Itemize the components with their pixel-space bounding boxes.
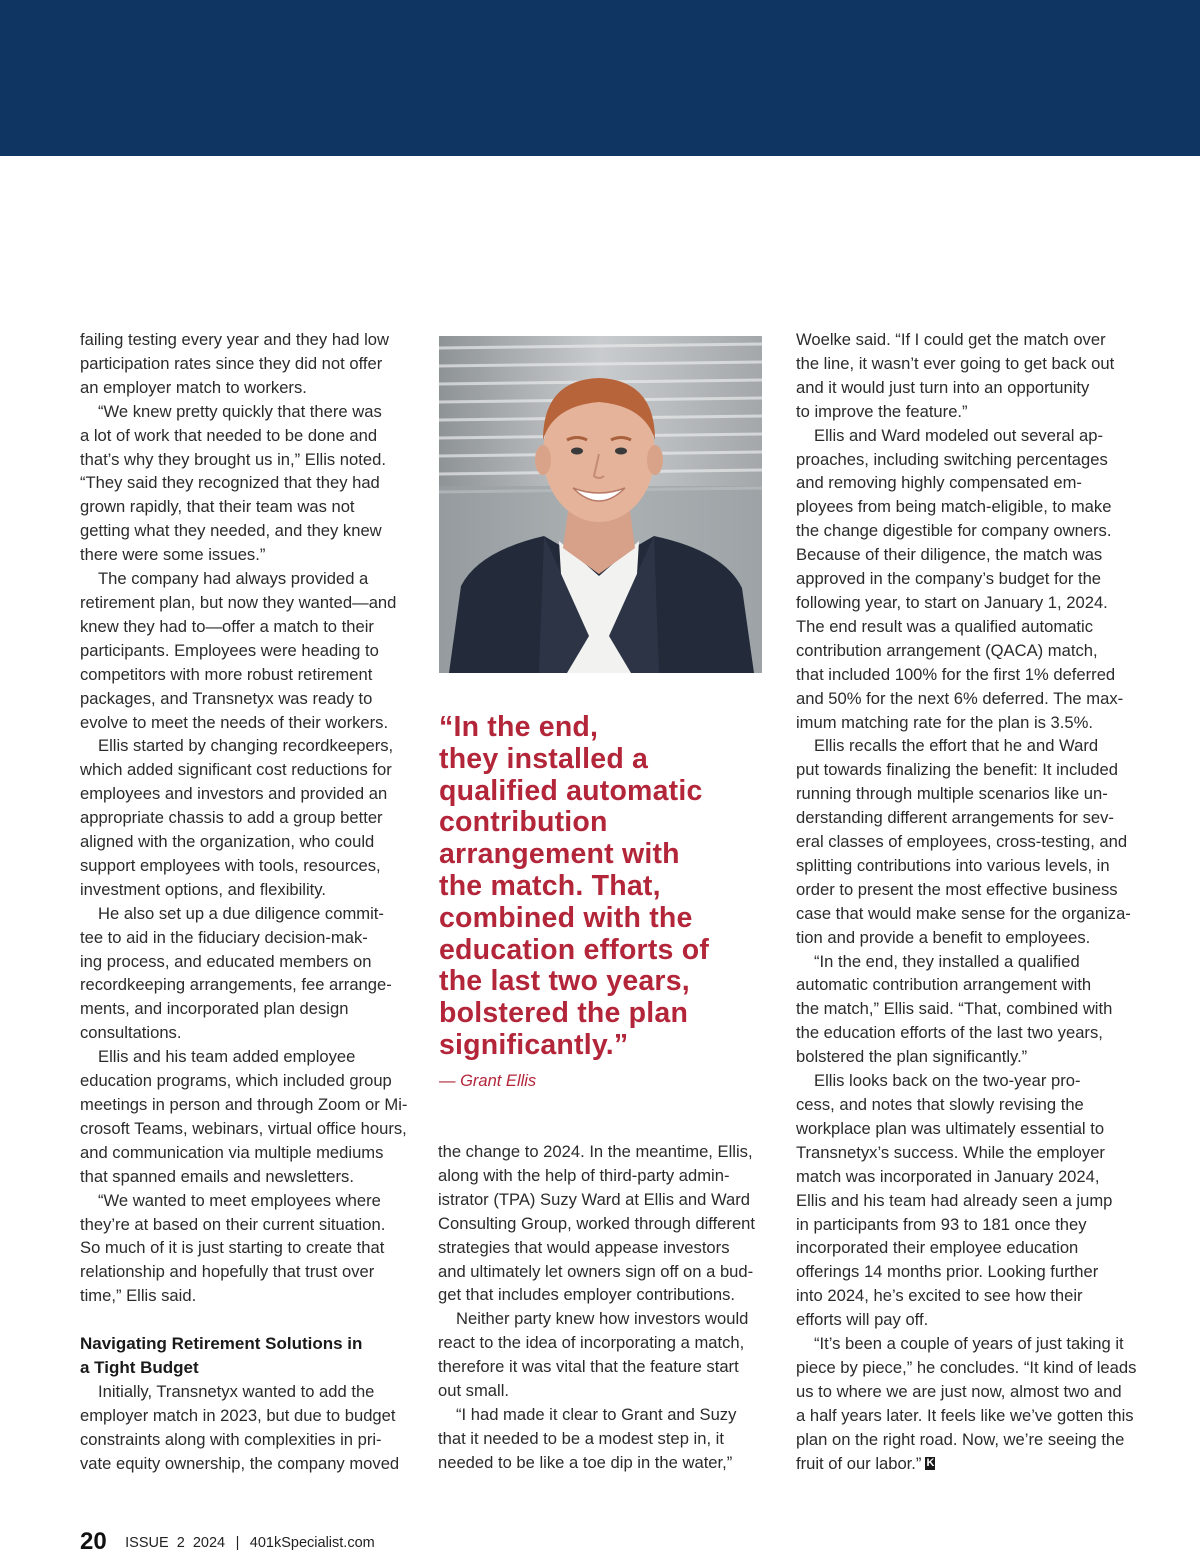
page-footer: [80, 1528, 375, 1560]
pull-quote-line: they installed a: [439, 742, 649, 775]
body-line: education programs, which included group: [80, 1071, 392, 1091]
pull-quote-line: the match. That,: [439, 869, 661, 902]
body-line: in participants from 93 to 181 once they: [796, 1214, 1087, 1234]
body-line: “I had made it clear to Grant and Suzy: [456, 1404, 737, 1424]
footer-separator: |: [235, 1535, 240, 1551]
body-line: cess, and notes that slowly revising the: [796, 1095, 1084, 1114]
body-line: “We wanted to meet employees where: [98, 1190, 381, 1210]
body-line: constraints along with complexities in pri-: [80, 1429, 382, 1449]
body-line: the change to 2024. In the meantime, Ellis,: [438, 1142, 753, 1161]
body-line: knew they had to—offer a match to their: [80, 616, 374, 636]
header-band: [0, 0, 1200, 156]
section-subhead: a Tight Budget: [80, 1358, 199, 1378]
body-line: Ellis and his team had already seen a jump: [796, 1190, 1113, 1210]
body-line: Transnetyx’s success. While the employer: [796, 1142, 1105, 1162]
body-line: out small.: [438, 1381, 510, 1401]
body-line: and it would just turn into an opportunity: [796, 377, 1090, 397]
portrait-photo: [439, 336, 762, 673]
article-column-3: [796, 328, 1137, 1476]
body-line: they’re at based on their current situation.: [80, 1214, 386, 1234]
body-line: appropriate chassis to add a group better: [80, 808, 383, 828]
body-line: “In the end, they installed a qualified: [814, 951, 1080, 971]
issue-label: ISSUE 2 2024: [125, 1535, 226, 1551]
pull-quote: [439, 712, 769, 1091]
pull-quote-line: qualified automatic: [439, 774, 703, 807]
body-line-text: fruit of our labor.”: [796, 1453, 922, 1473]
body-line: put towards finalizing the benefit: It included: [796, 760, 1118, 780]
body-line: relationship and hopefully that trust over: [80, 1262, 375, 1282]
pull-quote-line: significantly.”: [439, 1028, 629, 1061]
body-line: that it needed to be a modest step in, it: [438, 1428, 724, 1448]
body-line: Ellis and Ward modeled out several ap-: [814, 425, 1103, 445]
body-line: eral classes of employees, cross-testing, and: [796, 832, 1128, 852]
body-line: workplace plan was ultimately essential to: [796, 1118, 1105, 1138]
body-line: employees and investors and provided an: [80, 784, 388, 804]
body-line: “We knew pretty quickly that there was: [98, 401, 382, 421]
body-line: He also set up a due diligence commit-: [98, 903, 384, 923]
body-line: ployees from being match-eligible, to make: [796, 497, 1112, 517]
body-line: Because of their diligence, the match was: [796, 545, 1103, 565]
body-line: The company had always provided a: [98, 569, 369, 589]
body-line: running through multiple scenarios like un-: [796, 784, 1108, 804]
body-line: piece by piece,” he concludes. “It kind of leads: [796, 1357, 1137, 1377]
body-line: needed to be like a toe dip in the water,”: [438, 1452, 733, 1472]
body-line: and communication via multiple mediums: [80, 1142, 384, 1162]
body-line: Ellis looks back on the two-year pro-: [814, 1071, 1081, 1091]
body-line: packages, and Transnetyx was ready to: [80, 688, 373, 708]
body-line: competitors with more robust retirement: [80, 664, 373, 684]
body-line-last: [796, 1452, 1126, 1476]
body-line: the match,” Ellis said. “That, combined with: [796, 999, 1113, 1019]
body-line: retirement plan, but now they wanted—and: [80, 592, 397, 612]
body-line: ments, and incorporated plan design: [80, 999, 349, 1019]
body-line: Neither party knew how investors would: [456, 1309, 749, 1329]
body-line: vate equity ownership, the company moved: [80, 1453, 400, 1473]
body-line: which added significant cost reductions for: [80, 760, 392, 780]
pull-quote-line: bolstered the plan: [439, 997, 689, 1030]
body-line: support employees with tools, resources,: [80, 855, 381, 875]
pull-quote-line: the last two years,: [439, 965, 690, 998]
body-line: Ellis started by changing recordkeepers,: [98, 736, 394, 756]
body-line: order to present the most effective business: [796, 879, 1118, 899]
body-line: efforts will pay off.: [796, 1310, 929, 1330]
body-line: an employer match to workers.: [80, 377, 307, 397]
body-line: therefore it was vital that the feature start: [438, 1357, 739, 1377]
body-line: crosoft Teams, webinars, virtual office hours,: [80, 1118, 407, 1138]
body-line: employer match in 2023, but due to budget: [80, 1405, 396, 1425]
body-line: failing testing every year and they had low: [80, 330, 390, 349]
body-line: following year, to start on January 1, 2024.: [796, 592, 1108, 612]
article-column-2: [438, 1140, 768, 1475]
body-line: “It’s been a couple of years of just taking it: [814, 1334, 1124, 1354]
body-line: derstanding different arrangements for sev-: [796, 808, 1114, 828]
body-line: get that includes employer contributions.: [438, 1285, 736, 1305]
body-line: imum matching rate for the plan is 3.5%.: [796, 712, 1093, 732]
pull-quote-line: education efforts of: [439, 933, 710, 966]
body-line: us to where we are just now, almost two and: [796, 1381, 1122, 1401]
body-line: consultations.: [80, 1023, 182, 1043]
body-line: bolstered the plan significantly.”: [796, 1047, 1028, 1067]
body-line: time,” Ellis said.: [80, 1286, 197, 1306]
body-line: automatic contribution arrangement with: [796, 975, 1092, 995]
body-line: investment options, and flexibility.: [80, 879, 326, 899]
pull-quote-line: contribution: [439, 806, 608, 839]
body-line: recordkeeping arrangements, fee arrange-: [80, 975, 392, 995]
body-line: tee to aid in the fiduciary decision-mak-: [80, 927, 368, 947]
body-line: that spanned emails and newsletters.: [80, 1166, 354, 1186]
body-line: proaches, including switching percentages: [796, 449, 1108, 469]
site-link[interactable]: 401kSpecialist.com: [249, 1535, 375, 1551]
body-line: a lot of work that needed to be done and: [80, 425, 378, 445]
body-line: istrator (TPA) Suzy Ward at Ellis and Ward: [438, 1189, 750, 1209]
body-line: aligned with the organization, who could: [80, 832, 375, 852]
body-line: that included 100% for the first 1% deferred: [796, 664, 1116, 684]
body-line: and removing highly compensated em-: [796, 473, 1082, 493]
pull-quote-attribution: — Grant Ellis: [439, 1071, 537, 1090]
body-line: the line, it wasn’t ever going to get back out: [796, 353, 1115, 373]
body-line: plan on the right road. Now, we’re seeing the: [796, 1429, 1125, 1449]
body-line: Consulting Group, worked through different: [438, 1213, 756, 1233]
pull-quote-line: combined with the: [439, 901, 693, 934]
body-line: participants. Employees were heading to: [80, 640, 379, 660]
pull-quote-line: “In the end,: [439, 711, 599, 743]
body-line: Ellis recalls the effort that he and Ward: [814, 736, 1099, 756]
body-line: So much of it is just starting to create that: [80, 1238, 385, 1258]
body-line: the education efforts of the last two years,: [796, 1023, 1103, 1043]
body-line: case that would make sense for the organiza-: [796, 903, 1131, 923]
body-line: evolve to meet the needs of their workers.: [80, 712, 389, 732]
body-line: incorporated their employee education: [796, 1238, 1079, 1258]
body-line: Woelke said. “If I could get the match over: [796, 330, 1106, 349]
body-line: contribution arrangement (QACA) match,: [796, 640, 1098, 660]
body-line: Ellis and his team added employee: [98, 1047, 356, 1067]
end-mark-icon: [925, 1457, 935, 1470]
body-line: strategies that would appease investors: [438, 1237, 730, 1257]
body-line: offerings 14 months prior. Looking further: [796, 1262, 1099, 1282]
body-line: splitting contributions into various levels, in: [796, 855, 1110, 875]
body-line: grown rapidly, that their team was not: [80, 497, 355, 517]
pull-quote-line: arrangement with: [439, 838, 680, 871]
body-line: and 50% for the next 6% deferred. The max-: [796, 688, 1124, 708]
body-line: to improve the feature.”: [796, 401, 968, 421]
body-line: the change digestible for company owners.: [796, 521, 1112, 541]
body-line: tion and provide a benefit to employees.: [796, 927, 1091, 947]
body-line: participation rates since they did not offer: [80, 353, 383, 373]
body-line: getting what they needed, and they knew: [80, 521, 382, 541]
section-subhead: Navigating Retirement Solutions in: [80, 1334, 363, 1354]
body-line: there were some issues.”: [80, 545, 266, 565]
body-line: match was incorporated in January 2024,: [796, 1166, 1100, 1186]
body-line: meetings in person and through Zoom or Mi-: [80, 1095, 408, 1114]
page-number: 20: [80, 1528, 107, 1555]
body-line: a half years later. It feels like we’ve gotten this: [796, 1405, 1134, 1425]
body-line: “They said they recognized that they had: [80, 473, 380, 493]
body-line: that’s why they brought us in,” Ellis noted.: [80, 449, 386, 469]
body-line: Initially, Transnetyx wanted to add the: [98, 1381, 375, 1401]
body-line: along with the help of third-party admin-: [438, 1165, 730, 1185]
body-line: The end result was a qualified automatic: [796, 616, 1094, 636]
body-line: approved in the company’s budget for the: [796, 569, 1102, 589]
body-line: react to the idea of incorporating a match,: [438, 1333, 745, 1353]
body-line: and ultimately let owners sign off on a bud-: [438, 1261, 754, 1281]
article-column-1: [80, 328, 408, 1476]
body-line: into 2024, he’s excited to see how their: [796, 1286, 1083, 1306]
body-line: ing process, and educated members on: [80, 951, 372, 971]
